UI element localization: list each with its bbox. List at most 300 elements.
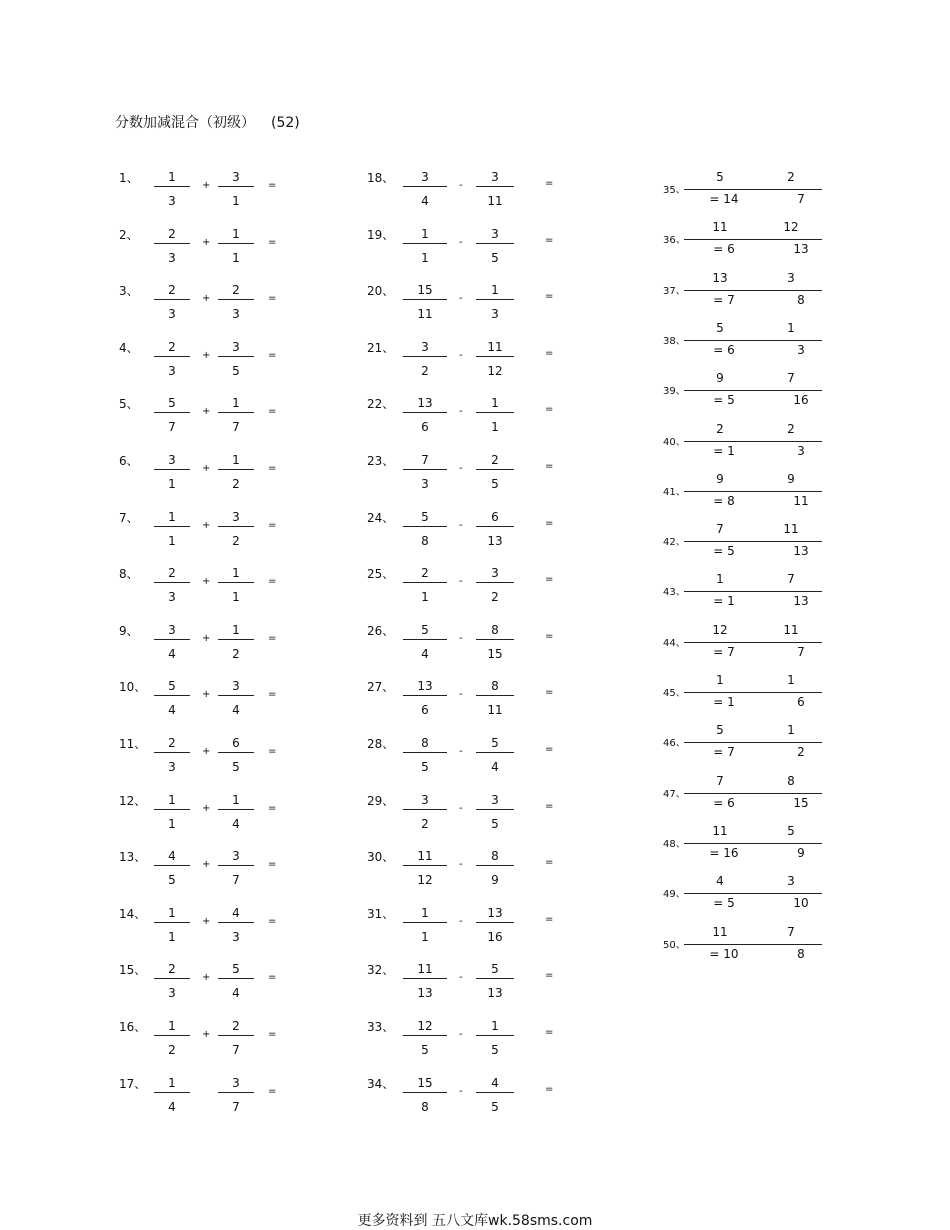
problem-label: 20、 <box>367 284 395 299</box>
fraction-b-numerator: 1 <box>232 622 240 637</box>
fraction-b-bar <box>476 243 514 244</box>
fraction-a-denominator: 1 <box>421 590 429 605</box>
problem-label: 33、 <box>367 1020 395 1034</box>
problem-label: 37、 <box>663 285 686 297</box>
fraction-a-bar <box>403 243 447 244</box>
fraction-bar <box>684 340 822 341</box>
fraction-b-numerator: 3 <box>787 874 795 889</box>
fraction-a-denominator: 2 <box>421 816 429 831</box>
fraction-a-bar <box>403 639 447 640</box>
fraction-a-numerator: 13 <box>417 679 433 694</box>
problem-label: 25、 <box>367 567 395 582</box>
fraction-a-denominator: 1 <box>168 477 176 491</box>
fraction-a-denominator: 1 <box>421 929 429 944</box>
minus-operator: - <box>459 1029 463 1040</box>
fraction-a-denominator: 3 <box>168 250 176 265</box>
plus-operator: + <box>202 859 211 871</box>
fraction-a-denominator: 4 <box>421 194 429 208</box>
fraction-b-numerator: 11 <box>783 622 799 637</box>
problem-label: 19、 <box>367 227 395 242</box>
plus-operator: + <box>202 236 211 248</box>
fraction-a-denominator: 1 <box>168 816 176 831</box>
fraction-a-denominator: 13 <box>417 986 433 1001</box>
fraction-b-bar <box>218 469 254 470</box>
fraction-b-denominator: 4 <box>232 986 240 1001</box>
equals-sign: = <box>268 519 277 531</box>
fraction-b-denominator: 4 <box>232 816 240 831</box>
plus-operator: + <box>202 576 211 588</box>
minus-operator: - <box>459 406 463 418</box>
fraction-b-denominator: 11 <box>487 194 503 208</box>
fraction-bar <box>684 239 822 240</box>
fraction-b-denominator: 5 <box>491 1043 499 1057</box>
fraction-b-numerator: 4 <box>232 905 240 920</box>
fraction-a-bar <box>154 469 190 470</box>
plus-operator: + <box>202 180 211 191</box>
problem-label: 10、 <box>119 680 147 695</box>
fraction-b-denominator: 3 <box>232 929 240 944</box>
fraction-b-denominator: 7 <box>232 1043 240 1057</box>
fraction-b-denominator: 6 <box>797 695 805 709</box>
fraction-a-numerator: 11 <box>417 962 433 977</box>
fraction-b-numerator: 1 <box>232 453 240 467</box>
fraction-b-numerator: 3 <box>232 170 240 184</box>
fraction-b-numerator: 8 <box>491 622 499 637</box>
fraction-bar <box>684 944 822 945</box>
problem-label: 39、 <box>663 386 686 398</box>
minus-operator: - <box>459 293 463 305</box>
problem-label: 3、 <box>119 284 139 299</box>
equals-sign: = <box>268 915 277 927</box>
fraction-b-denominator: 8 <box>797 946 805 961</box>
fraction-a-denominator: = 1 <box>713 695 735 709</box>
fraction-a-denominator: = 16 <box>709 845 739 860</box>
fraction-b-bar <box>476 412 514 413</box>
fraction-a-numerator: 4 <box>168 849 176 864</box>
fraction-b-bar <box>476 922 514 923</box>
fraction-a-bar <box>403 695 447 696</box>
fraction-b-numerator: 8 <box>787 773 795 788</box>
fraction-a-denominator: 4 <box>168 646 176 661</box>
fraction-b-denominator: 9 <box>797 845 805 860</box>
fraction-a-bar <box>403 978 447 979</box>
equals-sign: = <box>268 859 277 871</box>
fraction-b-numerator: 3 <box>232 509 240 524</box>
minus-operator: - <box>459 802 463 814</box>
fraction-b-numerator: 12 <box>783 220 799 235</box>
fraction-b-numerator: 6 <box>232 736 240 750</box>
equals-sign: = <box>268 236 277 248</box>
fraction-b-bar <box>476 695 514 696</box>
problem-label: 47、 <box>663 788 686 800</box>
fraction-a-numerator: 1 <box>421 226 429 241</box>
fraction-a-numerator: 5 <box>421 622 429 637</box>
problem-label: 13、 <box>119 850 147 865</box>
problem-label: 6、 <box>119 454 139 468</box>
equals-sign: = <box>268 293 277 305</box>
fraction-a-bar <box>154 582 190 583</box>
fraction-a-bar <box>154 299 190 300</box>
fraction-b-bar <box>218 299 254 300</box>
fraction-a-denominator: = 6 <box>713 242 735 257</box>
fraction-b-numerator: 1 <box>491 1019 499 1033</box>
equals-sign: = <box>545 574 554 586</box>
fraction-b-numerator: 6 <box>491 509 499 524</box>
fraction-a-bar <box>154 243 190 244</box>
problem-label: 29、 <box>367 793 395 808</box>
minus-operator: - <box>459 972 463 984</box>
fraction-b-denominator: 1 <box>232 194 240 208</box>
problem-label: 30、 <box>367 850 395 865</box>
fraction-a-numerator: 1 <box>168 1075 176 1090</box>
fraction-a-numerator: 2 <box>168 736 176 750</box>
fraction-b-denominator: 5 <box>491 1099 499 1114</box>
fraction-a-numerator: 1 <box>716 673 724 687</box>
fraction-b-numerator: 2 <box>787 421 795 436</box>
equals-sign: = <box>268 1029 277 1040</box>
problem-label: 48、 <box>663 838 686 850</box>
fraction-b-denominator: 16 <box>793 393 809 408</box>
problem-label: 24、 <box>367 510 395 525</box>
fraction-a-denominator: = 6 <box>713 342 735 357</box>
problem-label: 44、 <box>663 637 686 649</box>
equals-sign: = <box>545 461 554 472</box>
fraction-a-denominator: = 7 <box>713 745 735 760</box>
fraction-a-denominator: 5 <box>168 873 176 888</box>
equals-sign: = <box>545 517 554 529</box>
fraction-a-denominator: 1 <box>168 533 176 548</box>
equals-sign: = <box>545 630 554 642</box>
fraction-a-numerator: 2 <box>168 339 176 354</box>
fraction-b-bar <box>476 299 514 300</box>
minus-operator: - <box>459 1085 463 1097</box>
equals-sign: = <box>545 970 554 982</box>
fraction-b-bar <box>476 469 514 470</box>
fraction-b-numerator: 5 <box>787 823 795 838</box>
fraction-b-numerator: 7 <box>787 371 795 386</box>
minus-operator: - <box>459 519 463 531</box>
fraction-b-bar <box>218 922 254 923</box>
fraction-b-denominator: 10 <box>793 896 809 911</box>
fraction-b-numerator: 1 <box>491 396 499 411</box>
fraction-bar <box>684 541 822 542</box>
fraction-a-denominator: 4 <box>421 646 429 661</box>
plus-operator: + <box>202 802 211 814</box>
problem-label: 46、 <box>663 738 686 750</box>
fraction-b-denominator: 15 <box>793 795 809 810</box>
problem-label: 2、 <box>119 227 139 242</box>
fraction-a-bar <box>403 752 447 753</box>
fraction-a-denominator: = 8 <box>713 493 735 508</box>
title-text: 分数加减混合（初级） <box>115 115 255 131</box>
problem-label: 8、 <box>119 567 139 582</box>
fraction-b-denominator: 3 <box>797 443 805 458</box>
fraction-b-bar <box>476 809 514 810</box>
fraction-a-denominator: = 1 <box>713 594 735 609</box>
fraction-b-numerator: 5 <box>232 962 240 977</box>
equals-sign: = <box>545 744 554 755</box>
equals-sign: = <box>545 347 554 359</box>
fraction-b-bar <box>218 978 254 979</box>
problem-label: 23、 <box>367 454 395 468</box>
plus-operator: + <box>202 1029 211 1040</box>
fraction-a-numerator: 1 <box>168 792 176 807</box>
fraction-a-numerator: 2 <box>168 283 176 298</box>
equals-sign: = <box>545 857 554 869</box>
fraction-a-numerator: 2 <box>716 421 724 436</box>
plus-operator: + <box>202 519 211 531</box>
fraction-a-denominator: = 5 <box>713 896 735 911</box>
fraction-b-denominator: 7 <box>232 420 240 435</box>
fraction-b-numerator: 8 <box>491 679 499 694</box>
fraction-b-bar <box>218 243 254 244</box>
fraction-bar <box>684 893 822 894</box>
fraction-b-denominator: 7 <box>232 873 240 888</box>
fraction-b-denominator: 9 <box>491 873 499 888</box>
fraction-b-numerator: 11 <box>487 339 503 354</box>
fraction-a-numerator: 5 <box>716 320 724 335</box>
fraction-b-numerator: 3 <box>232 339 240 354</box>
problem-label: 38、 <box>663 335 686 347</box>
fraction-a-numerator: 2 <box>168 962 176 977</box>
problem-label: 18、 <box>367 171 395 185</box>
fraction-bar <box>684 441 822 442</box>
fraction-a-denominator: 6 <box>421 703 429 718</box>
minus-operator: - <box>459 236 463 248</box>
fraction-b-bar <box>476 186 514 187</box>
fraction-b-denominator: 11 <box>487 703 503 718</box>
fraction-a-bar <box>154 922 190 923</box>
plus-operator: + <box>202 632 211 644</box>
fraction-b-numerator: 11 <box>783 522 799 537</box>
fraction-b-bar <box>218 639 254 640</box>
fraction-bar <box>684 642 822 643</box>
fraction-a-denominator: = 5 <box>713 544 735 559</box>
fraction-bar <box>684 591 822 592</box>
problem-label: 40、 <box>663 436 686 448</box>
fraction-b-numerator: 3 <box>491 170 499 184</box>
fraction-b-numerator: 1 <box>232 396 240 411</box>
fraction-b-bar <box>476 1092 514 1093</box>
minus-operator: - <box>459 746 463 757</box>
minus-operator: - <box>459 180 463 191</box>
fraction-a-numerator: 15 <box>417 1075 433 1090</box>
fraction-a-bar <box>154 1035 190 1036</box>
problem-label: 14、 <box>119 906 147 921</box>
fraction-b-denominator: 13 <box>487 533 503 548</box>
fraction-a-denominator: 3 <box>168 194 176 208</box>
fraction-b-denominator: 5 <box>491 816 499 831</box>
problem-label: 21、 <box>367 340 395 355</box>
fraction-b-numerator: 1 <box>232 792 240 807</box>
fraction-a-bar <box>403 865 447 866</box>
fraction-a-numerator: 15 <box>417 283 433 298</box>
problem-label: 15、 <box>119 963 147 978</box>
equals-sign: = <box>268 972 277 984</box>
fraction-b-numerator: 1 <box>232 226 240 241</box>
equals-sign: = <box>268 689 277 701</box>
equals-sign: = <box>545 291 554 303</box>
fraction-a-denominator: 3 <box>168 363 176 378</box>
page-title <box>115 112 300 132</box>
fraction-b-denominator: 11 <box>793 493 809 508</box>
fraction-a-numerator: 13 <box>712 270 728 285</box>
fraction-a-numerator: 4 <box>716 874 724 889</box>
minus-operator: - <box>459 349 463 361</box>
fraction-bar <box>684 742 822 743</box>
footer-text: 更多资料到 五八文库wk.58sms.com <box>357 1213 593 1229</box>
fraction-a-numerator: 7 <box>421 453 429 467</box>
fraction-b-numerator: 3 <box>491 226 499 241</box>
fraction-a-bar <box>154 526 190 527</box>
fraction-a-bar <box>403 922 447 923</box>
fraction-b-denominator: 5 <box>232 363 240 378</box>
fraction-b-denominator: 13 <box>793 544 809 559</box>
fraction-b-numerator: 13 <box>487 905 503 920</box>
fraction-a-denominator: 7 <box>168 420 176 435</box>
problem-label: 1、 <box>119 171 139 185</box>
fraction-b-denominator: 5 <box>491 250 499 265</box>
problem-label: 5、 <box>119 397 139 412</box>
plus-operator: + <box>202 406 211 418</box>
fraction-a-bar <box>403 469 447 470</box>
fraction-b-numerator: 7 <box>787 572 795 587</box>
fraction-a-numerator: 3 <box>168 453 176 467</box>
fraction-a-bar <box>403 186 447 187</box>
equals-sign: = <box>545 800 554 812</box>
equals-sign: = <box>545 234 554 246</box>
fraction-b-bar <box>218 1035 254 1036</box>
fraction-b-denominator: 2 <box>491 590 499 605</box>
fraction-a-numerator: 1 <box>716 572 724 587</box>
fraction-b-denominator: 7 <box>232 1099 240 1114</box>
fraction-b-denominator: 2 <box>797 745 805 760</box>
fraction-bar <box>684 692 822 693</box>
fraction-a-denominator: 3 <box>168 986 176 1001</box>
problem-label: 22、 <box>367 397 395 412</box>
plus-operator: + <box>202 463 211 474</box>
fraction-b-bar <box>218 695 254 696</box>
fraction-b-denominator: 8 <box>797 292 805 307</box>
fraction-b-numerator: 1 <box>787 673 795 687</box>
fraction-b-numerator: 4 <box>491 1075 499 1090</box>
fraction-a-numerator: 12 <box>417 1019 433 1033</box>
fraction-a-denominator: 4 <box>168 703 176 718</box>
fraction-b-bar <box>218 809 254 810</box>
fraction-a-numerator: 1 <box>168 1019 176 1033</box>
fraction-a-denominator: 3 <box>168 760 176 774</box>
fraction-b-denominator: 5 <box>491 477 499 491</box>
fraction-b-numerator: 8 <box>491 849 499 864</box>
fraction-b-denominator: 13 <box>793 594 809 609</box>
fraction-b-numerator: 1 <box>787 320 795 335</box>
fraction-b-bar <box>218 752 254 753</box>
plus-operator: + <box>202 915 211 927</box>
fraction-bar <box>684 390 822 391</box>
problem-label: 43、 <box>663 587 686 599</box>
fraction-b-bar <box>476 752 514 753</box>
fraction-a-numerator: 7 <box>716 522 724 537</box>
equals-sign: = <box>268 1085 277 1097</box>
problem-label: 28、 <box>367 737 395 751</box>
problem-label: 26、 <box>367 623 395 638</box>
fraction-b-denominator: 12 <box>487 363 503 378</box>
fraction-bar <box>684 491 822 492</box>
fraction-b-denominator: 1 <box>491 420 499 435</box>
equals-sign: = <box>268 406 277 418</box>
fraction-a-numerator: 12 <box>712 622 728 637</box>
problem-label: 35、 <box>663 185 686 196</box>
fraction-b-denominator: 13 <box>793 242 809 257</box>
fraction-a-numerator: 1 <box>168 509 176 524</box>
problem-label: 49、 <box>663 889 686 901</box>
fraction-bar <box>684 843 822 844</box>
fraction-a-bar <box>403 299 447 300</box>
fraction-a-denominator: = 6 <box>713 795 735 810</box>
fraction-bar <box>684 793 822 794</box>
minus-operator: - <box>459 576 463 588</box>
fraction-a-numerator: 5 <box>716 723 724 738</box>
minus-operator: - <box>459 915 463 927</box>
fraction-a-numerator: 1 <box>421 905 429 920</box>
fraction-b-bar <box>476 1035 514 1036</box>
fraction-b-denominator: 5 <box>232 760 240 774</box>
plus-operator: + <box>202 349 211 361</box>
fraction-a-bar <box>154 412 190 413</box>
fraction-a-denominator: 2 <box>168 1043 176 1057</box>
fraction-a-bar <box>154 865 190 866</box>
fraction-b-bar <box>476 978 514 979</box>
problem-label: 31、 <box>367 906 395 921</box>
fraction-b-bar <box>218 186 254 187</box>
fraction-b-denominator: 16 <box>487 929 503 944</box>
fraction-b-denominator: 2 <box>232 533 240 548</box>
equals-sign: = <box>545 687 554 699</box>
fraction-b-bar <box>476 639 514 640</box>
fraction-b-numerator: 7 <box>787 924 795 939</box>
fraction-a-denominator: = 1 <box>713 443 735 458</box>
problem-label: 42、 <box>663 537 686 549</box>
equals-sign: = <box>268 576 277 588</box>
plus-operator: + <box>202 746 211 757</box>
equals-sign: = <box>268 180 277 191</box>
fraction-a-numerator: 11 <box>712 220 728 235</box>
fraction-a-denominator: = 7 <box>713 292 735 307</box>
fraction-b-numerator: 5 <box>491 962 499 977</box>
minus-operator: - <box>459 632 463 644</box>
equals-sign: = <box>268 463 277 474</box>
fraction-b-denominator: 2 <box>232 646 240 661</box>
fraction-b-denominator: 13 <box>487 986 503 1001</box>
problem-label: 27、 <box>367 680 395 695</box>
fraction-a-denominator: 3 <box>168 590 176 605</box>
problem-label: 7、 <box>119 510 139 525</box>
fraction-a-numerator: 2 <box>168 566 176 581</box>
fraction-a-numerator: 5 <box>421 509 429 524</box>
minus-operator: - <box>459 463 463 474</box>
plus-operator: + <box>202 689 211 701</box>
equals-sign: = <box>268 632 277 644</box>
problem-label: 12、 <box>119 793 147 808</box>
fraction-bar <box>684 189 822 190</box>
equals-sign: = <box>545 1027 554 1038</box>
fraction-a-numerator: 11 <box>417 849 433 864</box>
minus-operator: - <box>459 689 463 701</box>
fraction-b-bar <box>476 356 514 357</box>
fraction-a-bar <box>403 356 447 357</box>
fraction-b-numerator: 3 <box>787 270 795 285</box>
fraction-a-numerator: 3 <box>421 792 429 807</box>
